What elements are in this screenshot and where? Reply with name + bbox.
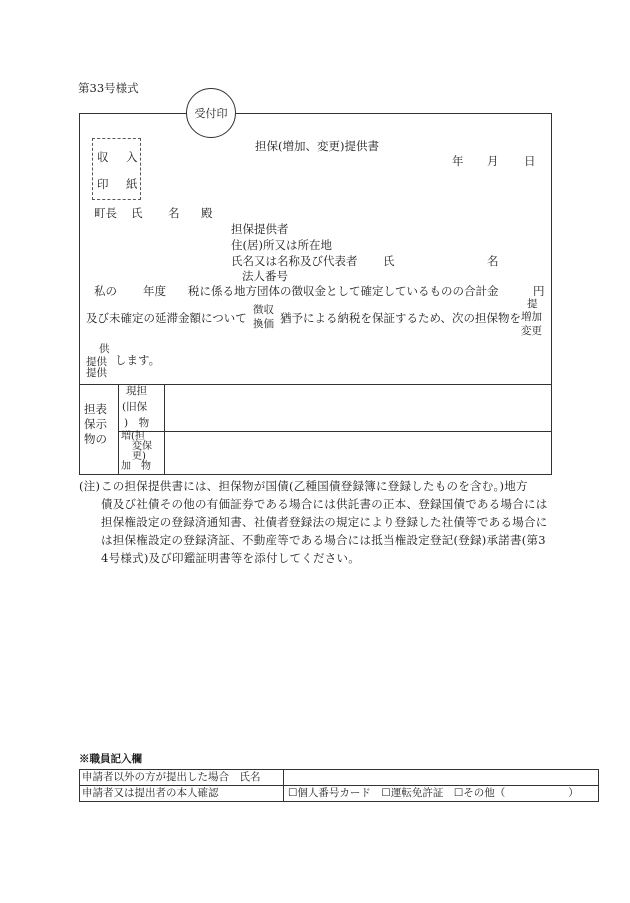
statement-subject: 私の — [94, 284, 117, 298]
provider-heading: 担保提供者 — [231, 222, 289, 236]
staff-section-heading: ※職員記入欄 — [79, 753, 142, 765]
statement-fiscal-year: 年度 — [143, 284, 166, 298]
statement-closing: します。 — [115, 353, 161, 367]
option-increase: 増加 — [521, 311, 542, 323]
revenue-stamp-line-1: 収 入 — [97, 150, 141, 164]
option-conversion: 換価 — [253, 318, 274, 330]
statement-line-2-text-a: 及び未確定の延滞金額について — [86, 311, 247, 325]
collateral-section-label-3: 物の — [84, 432, 107, 446]
provider-corporate-number-label: 法人番号 — [242, 269, 288, 283]
additional-collateral-label-4: 加 物 — [121, 461, 151, 472]
provider-name-last: 名 — [487, 254, 499, 268]
addressee-name-first: 氏 — [131, 206, 143, 220]
current-collateral-cell — [165, 385, 551, 430]
statement-line-2-text-b: 猶予による納税を保証するため、次の担保物を — [280, 311, 522, 325]
note-prefix: (注) — [79, 479, 101, 493]
staff-row-1-label: 申請者以外の方が提出した場合 氏名 — [82, 771, 261, 783]
collateral-section-label-2: 保示 — [84, 417, 107, 431]
additional-collateral-cell — [165, 432, 551, 474]
addressee-honorific: 殿 — [201, 206, 213, 220]
statement-line-1-text: 税に係る地方団体の徴収金として確定しているものの合計金 — [188, 284, 499, 298]
additional-collateral-label-3: 更) — [132, 451, 146, 462]
provider-name-first: 氏 — [383, 254, 395, 268]
note-line-1: この担保提供書には、担保物が国債(乙種国債登録簿に登録したものを含む。)地方 — [101, 479, 528, 493]
provider-address-label: 住(居)所又は所在地 — [231, 238, 332, 252]
option-provide-c: 提供 — [86, 367, 107, 379]
document-title: 担保(増加、変更)提供書 — [255, 139, 379, 153]
additional-collateral-label-1: 増(担 — [121, 431, 145, 442]
staff-row-2-label: 申請者又は提出者の本人確認 — [82, 787, 219, 799]
addressee-name-last: 名 — [168, 206, 180, 220]
current-collateral-label-3: ) 物 — [124, 417, 150, 429]
collateral-label-divider — [118, 384, 119, 474]
reception-stamp — [186, 88, 236, 138]
note-line-2: 債及び社債その他の有価証券である場合には供託書の正本、登録国債である場合には — [101, 497, 548, 511]
staff-table-column-divider — [283, 769, 284, 802]
option-change: 変更 — [521, 325, 542, 337]
addressee-title: 町長 — [94, 206, 117, 220]
revenue-stamp-line-2: 印 紙 — [97, 177, 141, 191]
reception-stamp-label: 受付印 — [194, 107, 228, 120]
date-month-label: 月 — [487, 154, 499, 168]
note-line-4: は担保権設定の登録済証、不動産等である場合には抵当権設定登記(登録)承諾書(第3 — [101, 533, 546, 547]
statement-yen-unit: 円 — [533, 284, 545, 298]
collateral-section-label-1: 担表 — [84, 402, 107, 416]
date-year-label: 年 — [452, 154, 464, 168]
current-collateral-label-2: (旧保 — [122, 401, 148, 413]
note-line-3: 担保権設定の登録済通知書、社債者登録法の規定により登録した社債等である場合に — [101, 515, 548, 529]
additional-collateral-label-2: 変保 — [132, 441, 152, 452]
form-number: 第33号様式 — [78, 81, 139, 95]
identity-check-options: ☐個人番号カード ☐運転免許証 ☐その他（ ） — [288, 787, 579, 799]
staff-table-row-divider — [79, 785, 599, 786]
note-line-5: 4号様式)及び印鑑証明書等を添付してください。 — [101, 551, 361, 565]
provider-name-label: 氏名又は名称及び代表者 — [231, 254, 358, 268]
option-collection: 徴収 — [253, 304, 274, 316]
option-provide-a: 供 — [99, 343, 110, 355]
option-provide-b: 提供 — [86, 356, 107, 368]
option-provide: 提 — [527, 298, 538, 310]
current-collateral-label-1: 現担 — [126, 385, 147, 397]
date-day-label: 日 — [524, 154, 536, 168]
